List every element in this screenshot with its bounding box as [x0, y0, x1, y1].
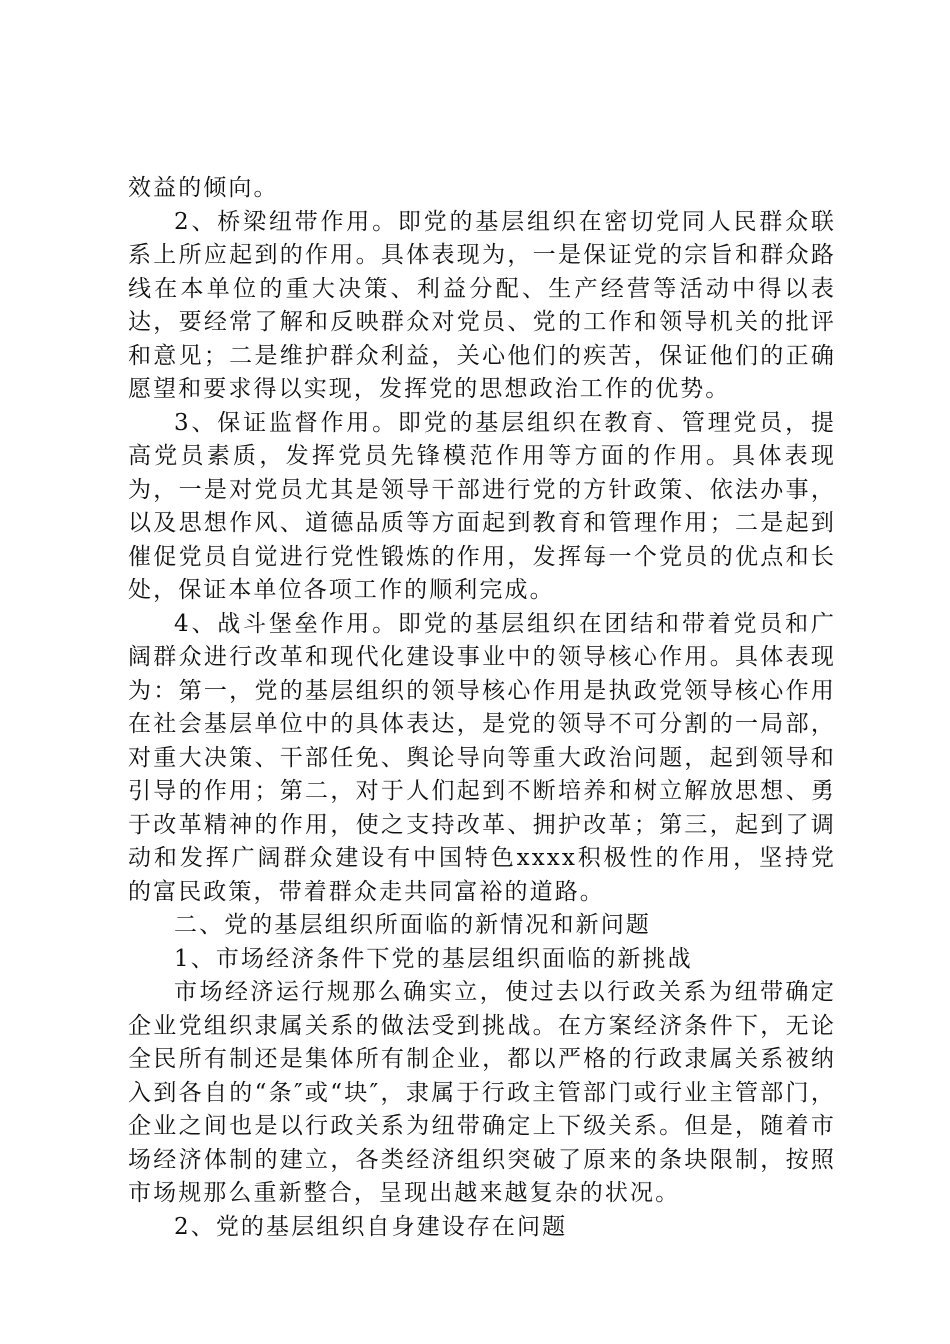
subheading-self-construction: 2、党的基层组织自身建设存在问题	[174, 1213, 568, 1240]
document-page	[128, 172, 836, 1244]
paragraph-supervision-role: 3、保证监督作用。即党的基层组织在教育、管理党员，提高党员素质，发挥党员先锋模范作用等方面的作用。具体表现为，一是对党员尤其是领导干部进行党的方针政策、依法办事，以及思想作风、道德品质等方面起到教育和管理作用；二是起到催促党员自觉进行党性锻炼的作用，发挥每一个党员的优点和长处，保证本单位各项工作的顺利完成。	[128, 409, 836, 603]
subheading-market-economy: 1、市场经济条件下党的基层组织面临的新挑战	[174, 945, 693, 972]
paragraph-fortress-role: 4、战斗堡垒作用。即党的基层组织在团结和带着党员和广阔群众进行改革和现代化建设事业中的领导核心作用。具体表现为：第一，党的基层组织的领导核心作用是执政党领导核心作用在社会基层单位中的具体表达，是党的领导不可分割的一局部，对重大决策、干部任免、舆论导向等重大政治问题，起到领导和引导的作用；第二，对于人们起到不断培养和树立解放思想、勇于改革精神的作用，使之支持改革、拥护改革；第三，起到了调动和发挥广阔群众建设有中国特色xxxx积极性的作用，坚持党的富民政策，带着群众走共同富裕的道路。	[128, 610, 836, 905]
section-heading-new-situations: 二、党的基层组织所面临的新情况和新问题	[174, 912, 651, 938]
paragraph-market-economy: 市场经济运行规那么确实立，使过去以行政关系为纽带确定企业党组织隶属关系的做法受到挑战。在方案经济条件下，无论全民所有制还是集体所有制企业，都以严格的行政隶属关系被纳入到各自的“条″或“块″，隶属于行政主管部门或行业主管部门，企业之间也是以行政关系为纽带确定上下级关系。但是，随着市场经济体制的建立，各类经济组织突破了原来的条块限制，按照市场规那么重新整合，呈现出越来越复杂的状况。	[128, 979, 836, 1206]
paragraph-continuation: 效益的倾向。	[128, 175, 279, 201]
paragraph-bridge-role: 2、桥梁纽带作用。即党的基层组织在密切党同人民群众联系上所应起到的作用。具体表现为，一是保证党的宗旨和群众路线在本单位的重大决策、利益分配、生产经营等活动中得以表达，要经常了解和反映群众对党员、党的工作和领导机关的批评和意见；二是维护群众利益，关心他们的疾苦，保证他们的正确愿望和要求得以实现，发挥党的思想政治工作的优势。	[128, 208, 836, 402]
